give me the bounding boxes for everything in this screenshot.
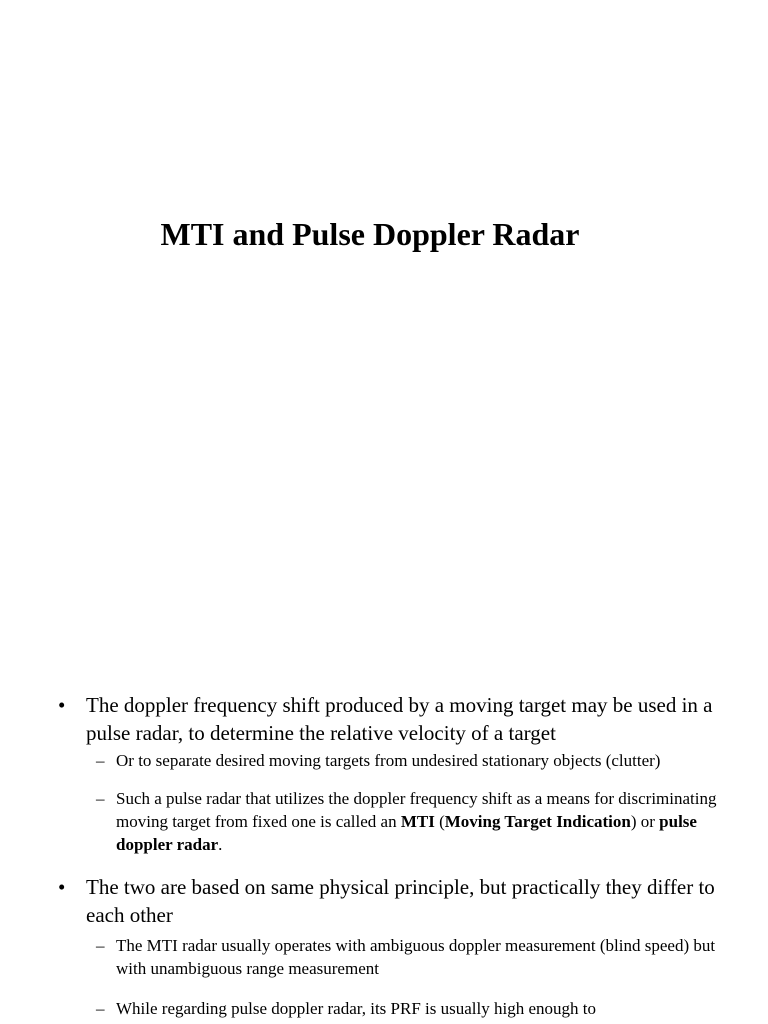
bullet-mark: •	[58, 875, 66, 899]
dash-mark: –	[96, 789, 105, 808]
bold-term: MTI	[400, 812, 435, 831]
dash-mark: –	[96, 999, 105, 1018]
sub-bullet-text: Or to separate desired moving targets from undesired stationary objects (clutter)	[116, 751, 661, 770]
bullet-mark: •	[58, 693, 66, 717]
text-run: Such a pulse radar that utilizes the doppler frequency shift as a means for discriminating moving target from fixed one is called an	[116, 789, 717, 831]
sub-bullet-item	[96, 787, 726, 856]
sub-bullet-text: The MTI radar usually operates with ambiguous doppler measurement (blind speed) but with unambiguous range measurement	[116, 936, 716, 978]
bold-term: pulse doppler radar	[116, 812, 697, 854]
sub-bullet-item	[96, 934, 726, 980]
sub-bullet-item	[96, 997, 726, 1020]
bullet-text: The doppler frequency shift produced by a moving target may be used in a pulse radar, to determine the relative velocity of a target	[86, 693, 713, 745]
text-run: ) or	[630, 812, 660, 831]
dash-mark: –	[96, 936, 105, 955]
bold-term: Moving Target Indication	[444, 812, 631, 831]
sub-bullet-item	[96, 749, 726, 772]
bullet-item	[58, 873, 718, 929]
sub-bullet-text: While regarding pulse doppler radar, its PRF is usually high enough to	[116, 999, 596, 1018]
bullet-item	[58, 691, 718, 747]
bullet-text: The two are based on same physical principle, but practically they differ to each other	[86, 875, 715, 927]
dash-mark: –	[96, 751, 105, 770]
sub-bullet-text	[96, 787, 726, 856]
text-run: (	[434, 812, 445, 831]
slide-title: MTI and Pulse Doppler Radar	[160, 216, 580, 252]
text-run: .	[218, 835, 223, 854]
